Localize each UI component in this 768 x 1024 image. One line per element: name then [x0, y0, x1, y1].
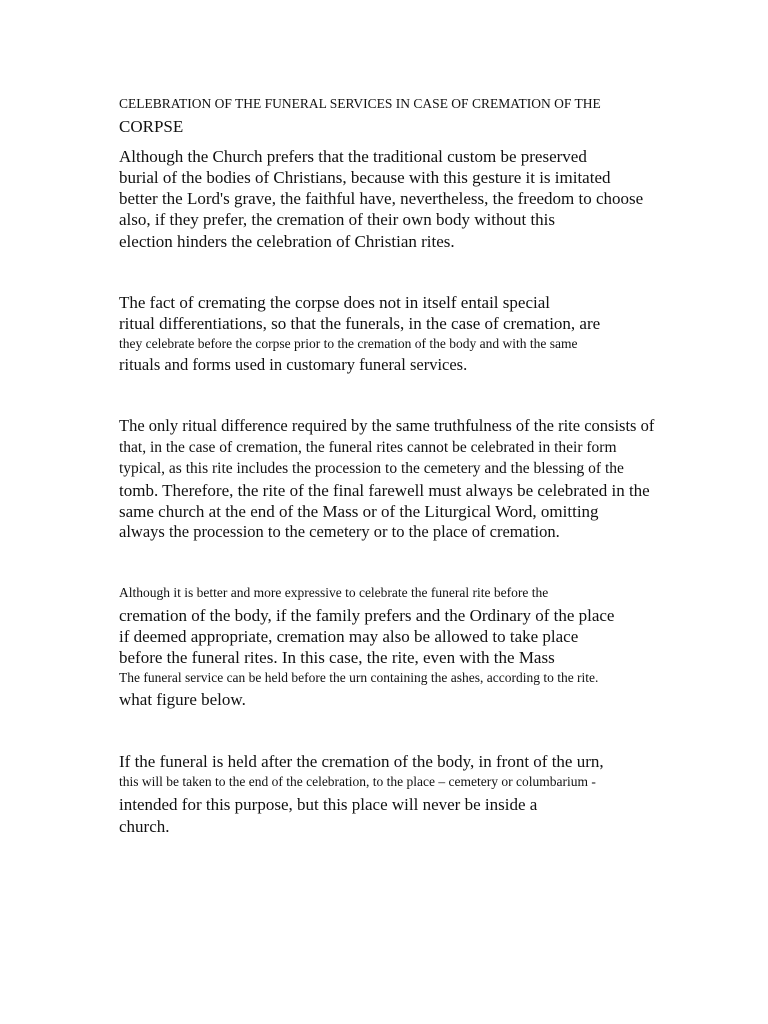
paragraph-4-line-4: before the funeral rites. In this case, the rite, even with the Mass: [119, 648, 555, 667]
paragraph-4-line-2: cremation of the body, if the family prefers and the Ordinary of the place: [119, 606, 615, 625]
paragraph-2-line-4: rituals and forms used in customary funeral services.: [119, 355, 468, 374]
paragraph-3-line-5: same church at the end of the Mass or of the Liturgical Word, omitting: [119, 502, 599, 521]
paragraph-1-line-3: better the Lord's grave, the faithful have, nevertheless, the freedom to choose: [119, 189, 644, 208]
paragraph-4-line-5: The funeral service can be held before the urn containing the ashes, according to the rite.: [119, 670, 599, 685]
paragraph-3-line-6: always the procession to the cemetery or to the place of cremation.: [119, 522, 560, 541]
paragraph-1-line-2: burial of the bodies of Christians, because with this gesture it is imitated: [119, 168, 611, 187]
paragraph-4-line-1: Although it is better and more expressive to celebrate the funeral rite before the: [119, 585, 549, 600]
document-title-line-1: CELEBRATION OF THE FUNERAL SERVICES IN CASE OF CREMATION OF THE: [119, 96, 601, 111]
paragraph-1-line-1: Although the Church prefers that the traditional custom be preserved: [119, 147, 587, 166]
paragraph-4-line-6: what figure below.: [119, 690, 246, 709]
paragraph-5-line-2: this will be taken to the end of the celebration, to the place – cemetery or columbarium -: [119, 774, 596, 789]
paragraph-3-line-1: The only ritual difference required by the same truthfulness of the rite consists of: [119, 416, 655, 435]
paragraph-3-line-2: that, in the case of cremation, the funeral rites cannot be celebrated in their form: [119, 439, 617, 456]
paragraph-5-line-4: church.: [119, 817, 170, 836]
paragraph-5-line-1: If the funeral is held after the cremation of the body, in front of the urn,: [119, 752, 604, 771]
paragraph-3-line-3: typical, as this rite includes the procession to the cemetery and the blessing of the: [119, 460, 624, 477]
paragraph-4-line-3: if deemed appropriate, cremation may also be allowed to take place: [119, 627, 579, 646]
paragraph-2-line-3: they celebrate before the corpse prior to the cremation of the body and with the same: [119, 336, 578, 351]
paragraph-3-line-4: tomb. Therefore, the rite of the final farewell must always be celebrated in the: [119, 481, 650, 500]
paragraph-1-line-5: election hinders the celebration of Christian rites.: [119, 232, 455, 251]
paragraph-2-line-2: ritual differentiations, so that the funerals, in the case of cremation, are: [119, 314, 601, 333]
paragraph-1-line-4: also, if they prefer, the cremation of their own body without this: [119, 210, 556, 229]
paragraph-2-line-1: The fact of cremating the corpse does not in itself entail special: [119, 293, 550, 312]
document-title-line-2: CORPSE: [119, 117, 184, 136]
paragraph-5-line-3: intended for this purpose, but this place will never be inside a: [119, 795, 538, 814]
